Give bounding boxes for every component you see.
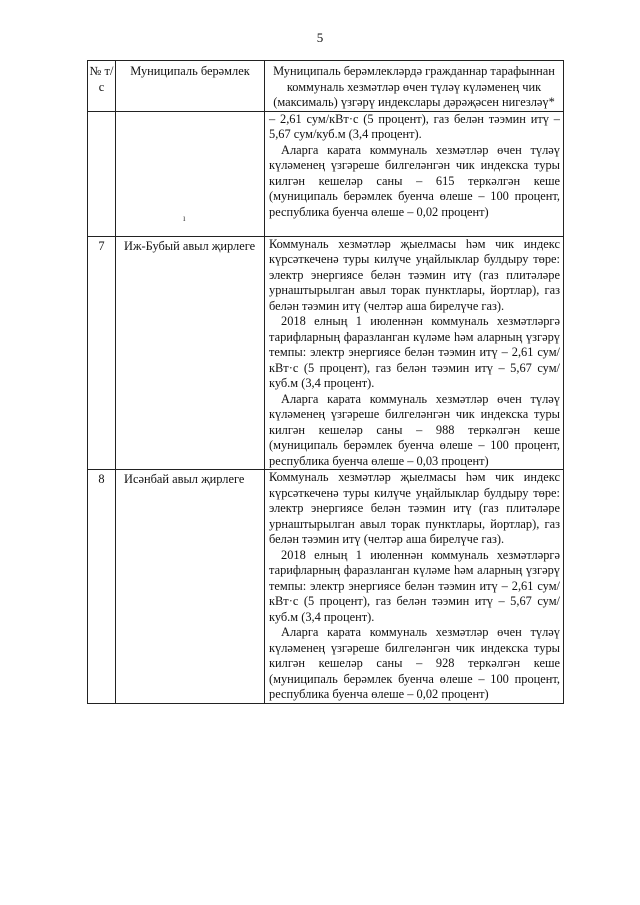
description-paragraph: 2018 елның 1 июленнән коммуналь хезмәтләргә тарифларның фаразланган күләме һәм аларның үзгәрү темпы: электр энергиясе белән тәэмин итү – 2,61 сум/кВт·с (5 процент), газ белән тәэмин итү – 5,67 сум/куб.м (3,4 процент).	[269, 314, 560, 390]
description-paragraph: Аларга карата коммуналь хезмәтләр өчен түләү күләменең үзгәреше билгеләнгән чик индекска туры килгән кешеләр саны – 988 теркәлгән кеше (муниципаль берәмлек буенча өлеше – 100 процент, республика буенча өлеше – 0,03 процент)	[269, 391, 560, 468]
description-paragraph: Аларга карата коммуналь хезмәтләр өчен түләү күләменең үзгәреше билгеләнгән чик индекска туры килгән кешеләр саны – 928 теркәлгән кеше (муниципаль берәмлек буенча өлеше – 100 процент, республика буенча өлеше – 0,02 процент)	[269, 625, 560, 701]
description-paragraph: Коммуналь хезмәтләр җыелмасы һәм чик индекс күрсәткеченә туры килүче уңайлыклар булдыру төре: электр энергиясе белән тәэмин итү (газ плитәләре урнаштырылган авыл торак пунктлары, йортлар), газ белән тәэмин итү (челтәр аша бирелүче газ).	[269, 236, 560, 313]
row-number: 7	[88, 236, 116, 470]
description-paragraph: – 2,61 сум/кВт·с (5 процент), газ белән тәэмин итү – 5,67 сум/куб.м (3,4 процент).	[269, 111, 560, 141]
description-paragraph: Аларга карата коммуналь хезмәтләр өчен түләү күләменең үзгәреше билгеләнгән чик индекска туры килгән кешеләр саны – 615 теркәлгән кеше (муниципаль берәмлек буенча өлеше – 100 процент, республика буенча өлеше – 0,02 процент)	[269, 142, 560, 219]
row-municipality: Иж-Бубый авыл җирлеге	[116, 236, 265, 470]
table-row	[88, 470, 564, 704]
table-header-row	[88, 61, 564, 112]
row-number: 8	[88, 470, 116, 704]
header-municipality: Муниципаль берәмлек	[116, 61, 265, 112]
header-number: № т/с	[88, 61, 116, 112]
tariff-index-table	[87, 60, 564, 704]
row-description	[265, 470, 564, 704]
row-description	[265, 111, 564, 236]
description-paragraph: Коммуналь хезмәтләр җыелмасы һәм чик индекс күрсәткеченә туры килүче уңайлыклар булдыру төре: электр энергиясе белән тәэмин итү (газ плитәләре урнаштырылган авыл торак пунктлары, йортлар), газ белән тәэмин итү (челтәр аша бирелүче газ).	[269, 470, 560, 546]
row-number	[88, 111, 116, 236]
row-description	[265, 236, 564, 470]
page-number: 5	[316, 30, 324, 45]
row-municipality: Исәнбай авыл җирлеге	[116, 470, 265, 704]
row-municipality	[116, 111, 265, 236]
header-description: Муниципаль берәмлекләрдә гражданнар тарафыннан коммуналь хезмәтләр өчен түләү күләменең чик (максималь) үзгәрү индекслары дәрәҗәсен нигезләү*	[265, 61, 564, 112]
scan-speck: ı	[183, 213, 186, 223]
table-row	[88, 236, 564, 470]
description-paragraph: 2018 елның 1 июленнән коммуналь хезмәтләргә тарифларның фаразланган күләме һәм аларның үзгәрү темпы: электр энергиясе белән тәэмин итү – 2,61 сум/кВт·с (5 процент), газ белән тәэмин итү – 5,67 сум/куб.м (3,4 процент).	[269, 547, 560, 624]
table-row	[88, 111, 564, 236]
